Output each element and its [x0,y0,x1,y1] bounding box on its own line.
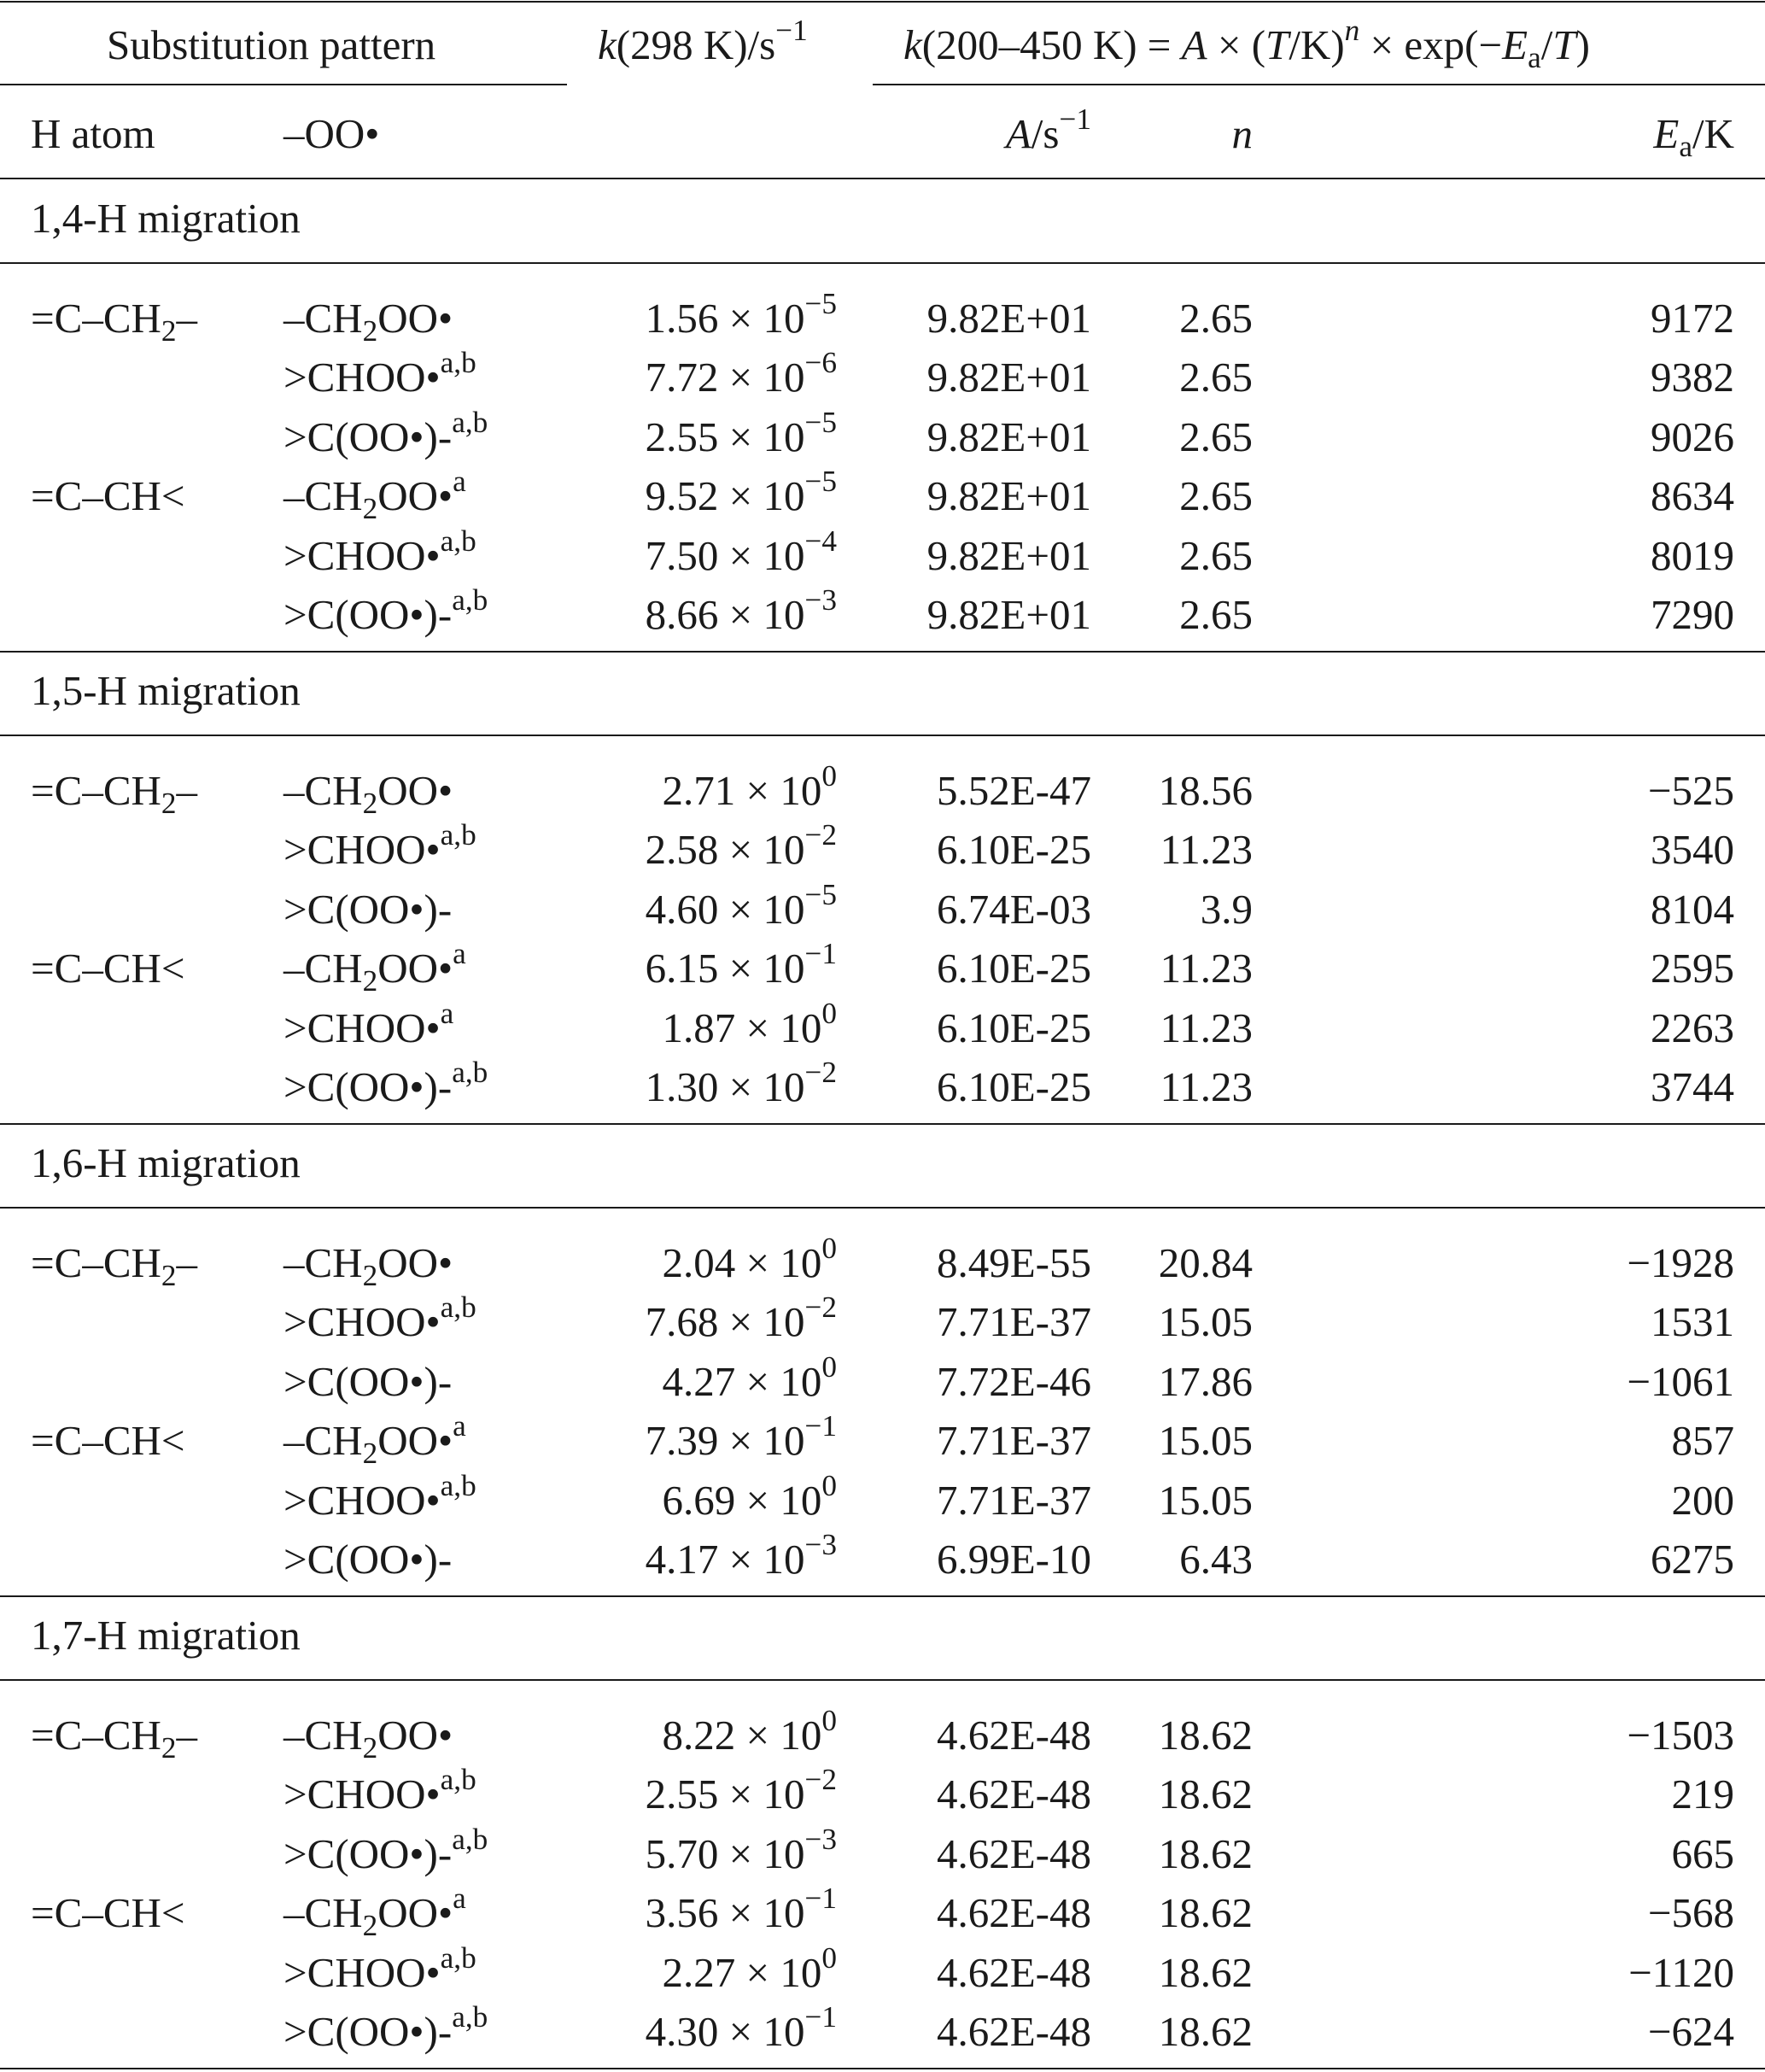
n-cell: 2.65 [1179,472,1253,519]
k298-cell: $1.56 \times 10^{-5}$ [645,287,837,342]
table-row [0,761,1765,821]
a-factor-cell: 7.71E-37 [937,1417,1091,1464]
n-cell: 11.23 [1160,826,1253,873]
k298-cell: $2.55 \times 10^{-5}$ [645,406,837,460]
bottom-rule [0,2068,1765,2069]
section-rule [0,1207,1765,1209]
ea-cell: 857 [1671,1417,1734,1464]
section-rule [0,1679,1765,1681]
section-title-row [0,1606,1765,1665]
a-factor-cell: 4.62E-48 [937,1830,1091,1877]
k298-cell: $8.66 \times 10^{-3}$ [645,583,837,638]
section-end-rule [0,1123,1765,1125]
oo-group-cell: $-CH_2OO•$ [283,1239,453,1292]
oo-group-cell: >C(OO•)-$^{a,b}$ [283,406,488,460]
section-title: 1,6-H migration [31,1139,301,1186]
table-row [0,820,1765,880]
section-title-row [0,189,1765,249]
ea-cell: −568 [1647,1889,1734,1936]
n-cell: 17.86 [1158,1358,1253,1405]
table-row [0,1943,1765,2003]
oo-group-cell: >C(OO•)-$^{a,b}$ [283,1823,488,1877]
k298-cell: $3.56 \times 10^{-1}$ [645,1882,837,1936]
ea-cell: 9382 [1651,354,1734,401]
n-cell: 15.05 [1158,1417,1253,1464]
n-cell: 2.65 [1179,413,1253,460]
table-row [0,1883,1765,1943]
ea-cell: −1928 [1627,1239,1734,1286]
ea-cell: 9172 [1651,295,1734,342]
oo-group-cell: >CHOO•$^{a,b}$ [283,346,476,401]
k298-cell: $1.87 \times 10^0$ [662,997,837,1051]
a-factor-cell: 9.82E+01 [926,354,1091,401]
oo-group-cell: $-CH_2OO•^a$ [283,465,466,525]
table-row [0,1530,1765,1589]
ea-cell: 1531 [1651,1298,1734,1345]
table-row [0,1706,1765,1765]
table-row [0,466,1765,526]
oo-group-cell: >CHOO•$^a$ [283,997,454,1051]
n-cell: 6.43 [1179,1536,1253,1583]
ea-cell: 665 [1671,1830,1734,1877]
a-factor-cell: 4.62E-48 [937,2008,1091,2055]
a-factor-cell: 5.52E-47 [937,767,1091,814]
ea-cell: 8634 [1651,472,1734,519]
a-factor-cell: 9.82E+01 [926,591,1091,638]
k298-cell: $6.69 \times 10^0$ [662,1469,837,1524]
oo-group-cell: >C(OO•)- [283,1358,453,1405]
section-title: 1,4-H migration [31,195,301,242]
oo-group-cell: $-CH_2OO•$ [283,295,453,348]
section-title-row [0,661,1765,721]
a-factor-cell: 7.71E-37 [937,1477,1091,1524]
ea-cell: 3540 [1651,826,1734,873]
k298-cell: $7.72 \times 10^{-6}$ [645,346,837,401]
table-row [0,1471,1765,1531]
ea-cell: 8104 [1651,886,1734,933]
section-title: 1,5-H migration [31,667,301,714]
n-cell: 3.9 [1200,886,1253,933]
n-cell: 15.05 [1158,1477,1253,1524]
h-atom-cell: $=C-CH_2-$ [31,767,198,820]
table-row [0,2002,1765,2062]
ea-cell: 6275 [1651,1536,1734,1583]
ea-cell: 2263 [1651,1004,1734,1051]
k298-cell: $2.27 \times 10^0$ [662,1941,837,1996]
oo-group-cell: >CHOO•$^{a,b}$ [283,818,476,873]
k298-cell: $6.15 \times 10^{-1}$ [645,937,837,992]
oo-group-cell: $-CH_2OO•^a$ [283,1882,466,1942]
ea-cell: 2595 [1651,945,1734,992]
n-cell: 18.62 [1158,1771,1253,1817]
a-factor-cell: 6.10E-25 [937,945,1091,992]
n-cell: 11.23 [1160,945,1253,992]
k298-cell: $2.55 \times 10^{-2}$ [645,1763,837,1817]
ea-cell: 8019 [1651,532,1734,579]
fit-underline [873,84,1765,85]
k298-cell: $4.60 \times 10^{-5}$ [645,878,837,933]
k298-cell: $2.04 \times 10^0$ [662,1232,837,1286]
k298-cell: $5.70 \times 10^{-3}$ [645,1823,837,1877]
h-atom-cell: $=C-CH_2-$ [31,295,198,348]
k298-cell: $4.27 \times 10^0$ [662,1350,837,1405]
h-atom-cell: =C–CH< [31,472,185,519]
ea-cell: 9026 [1651,413,1734,460]
k298-cell: $2.58 \times 10^{-2}$ [645,818,837,873]
ea-cell: −1503 [1627,1712,1734,1759]
section-rule [0,262,1765,264]
k298-cell: $4.30 \times 10^{-1}$ [645,2000,837,2055]
oo-group-cell: $-CH_2OO•^a$ [283,937,466,998]
oo-group-cell: >C(OO•)-$^{a,b}$ [283,583,488,638]
top-rule [0,1,1765,3]
ea-cell: −1061 [1627,1358,1734,1405]
table-row [0,1411,1765,1471]
oo-group-cell: >CHOO•$^{a,b}$ [283,1469,476,1524]
a-factor-cell: 6.10E-25 [937,1004,1091,1051]
n-cell: 2.65 [1179,295,1253,342]
n-header: n [1231,110,1253,157]
n-cell: 2.65 [1179,354,1253,401]
header-row-2 [0,104,1765,164]
table-row [0,289,1765,348]
table-row [0,1292,1765,1352]
a-factor-cell: 7.72E-46 [937,1358,1091,1405]
table-row [0,1765,1765,1824]
n-cell: 11.23 [1160,1063,1253,1110]
h-atom-cell: $=C-CH_2-$ [31,1712,198,1765]
ea-cell: −1120 [1628,1949,1734,1996]
table-row [0,348,1765,407]
table-row [0,939,1765,998]
a-factor-cell: 4.62E-48 [937,1712,1091,1759]
arrhenius-fit-header: k(200–450 $K) = A \times (T/K)^n \times \exp(-E_a/T)$ [903,14,1590,74]
ea-cell: −525 [1647,767,1734,814]
a-factor-header: $A/s^{-1}$ [1005,102,1091,157]
table-row [0,998,1765,1058]
h-atom-cell: =C–CH< [31,1889,185,1936]
a-factor-cell: 6.10E-25 [937,1063,1091,1110]
n-cell: 18.62 [1158,1712,1253,1759]
table-row [0,880,1765,939]
oo-group-cell: >C(OO•)- [283,1536,453,1583]
a-factor-cell: 9.82E+01 [926,532,1091,579]
header-rule [0,178,1765,179]
k298-cell: $9.52 \times 10^{-5}$ [645,465,837,519]
n-cell: 20.84 [1158,1239,1253,1286]
substitution-pattern-header: Substitution pattern [107,21,436,68]
table-row [0,1352,1765,1412]
oo-group-cell: >C(OO•)-$^{a,b}$ [283,2000,488,2055]
ea-cell: 200 [1671,1477,1734,1524]
oo-group-cell: $-CH_2OO•$ [283,1712,453,1765]
a-factor-cell: 6.99E-10 [937,1536,1091,1583]
n-cell: 18.62 [1158,1889,1253,1936]
a-factor-cell: 4.62E-48 [937,1889,1091,1936]
oo-group-cell: >C(OO•)-$^{a,b}$ [283,1056,488,1110]
oo-group-cell: $-CH_2OO•$ [283,767,453,820]
k298-cell: $8.22 \times 10^0$ [662,1704,837,1759]
table-row [0,585,1765,645]
h-atom-header: H atom [31,110,155,157]
section-title: 1,7-H migration [31,1612,301,1659]
section-end-rule [0,1595,1765,1597]
n-cell: 11.23 [1160,1004,1253,1051]
oo-group-cell: >CHOO•$^{a,b}$ [283,1763,476,1817]
k298-cell: $1.30 \times 10^{-2}$ [645,1056,837,1110]
n-cell: 2.65 [1179,591,1253,638]
ea-header: $E_a/K$ [1653,110,1734,163]
substitution-underline [0,84,567,85]
k298-cell: $7.50 \times 10^{-4}$ [645,524,837,579]
oo-group-cell: >CHOO•$^{a,b}$ [283,524,476,579]
table-row [0,1057,1765,1117]
header-row-1 [0,15,1765,75]
ea-cell: 7290 [1651,591,1734,638]
section-rule [0,735,1765,736]
n-cell: 2.65 [1179,532,1253,579]
h-atom-cell: $=C-CH_2-$ [31,1239,198,1292]
table-row [0,407,1765,467]
a-factor-cell: 8.49E-55 [937,1239,1091,1286]
table-row [0,1233,1765,1293]
k298-cell: $7.68 \times 10^{-2}$ [645,1291,837,1345]
oo-group-cell: >C(OO•)- [283,886,453,933]
table-row [0,526,1765,586]
n-cell: 18.62 [1158,1949,1253,1996]
n-cell: 18.62 [1158,1830,1253,1877]
a-factor-cell: 9.82E+01 [926,295,1091,342]
section-title-row [0,1133,1765,1193]
oo-group-cell: >CHOO•$^{a,b}$ [283,1941,476,1996]
k298-cell: $4.17 \times 10^{-3}$ [645,1528,837,1583]
section-end-rule [0,651,1765,653]
n-cell: 18.56 [1158,767,1253,814]
a-factor-cell: 4.62E-48 [937,1771,1091,1817]
ea-cell: 3744 [1651,1063,1734,1110]
oo-radical-header: –OO• [283,110,380,157]
n-cell: 18.62 [1158,2008,1253,2055]
a-factor-cell: 7.71E-37 [937,1298,1091,1345]
n-cell: 15.05 [1158,1298,1253,1345]
a-factor-cell: 9.82E+01 [926,472,1091,519]
a-factor-cell: 6.10E-25 [937,826,1091,873]
ea-cell: 219 [1671,1771,1734,1817]
h-atom-cell: =C–CH< [31,945,185,992]
table-row [0,1824,1765,1884]
k298-cell: $2.71 \times 10^0$ [662,759,837,814]
k298-header: k(298 $K)/s^{-1}$ [598,14,808,68]
h-atom-cell: =C–CH< [31,1417,185,1464]
oo-group-cell: >CHOO•$^{a,b}$ [283,1291,476,1345]
ea-cell: −624 [1647,2008,1734,2055]
a-factor-cell: 9.82E+01 [926,413,1091,460]
a-factor-cell: 6.74E-03 [937,886,1091,933]
k298-cell: $7.39 \times 10^{-1}$ [645,1409,837,1464]
oo-group-cell: $-CH_2OO•^a$ [283,1409,466,1470]
a-factor-cell: 4.62E-48 [937,1949,1091,1996]
